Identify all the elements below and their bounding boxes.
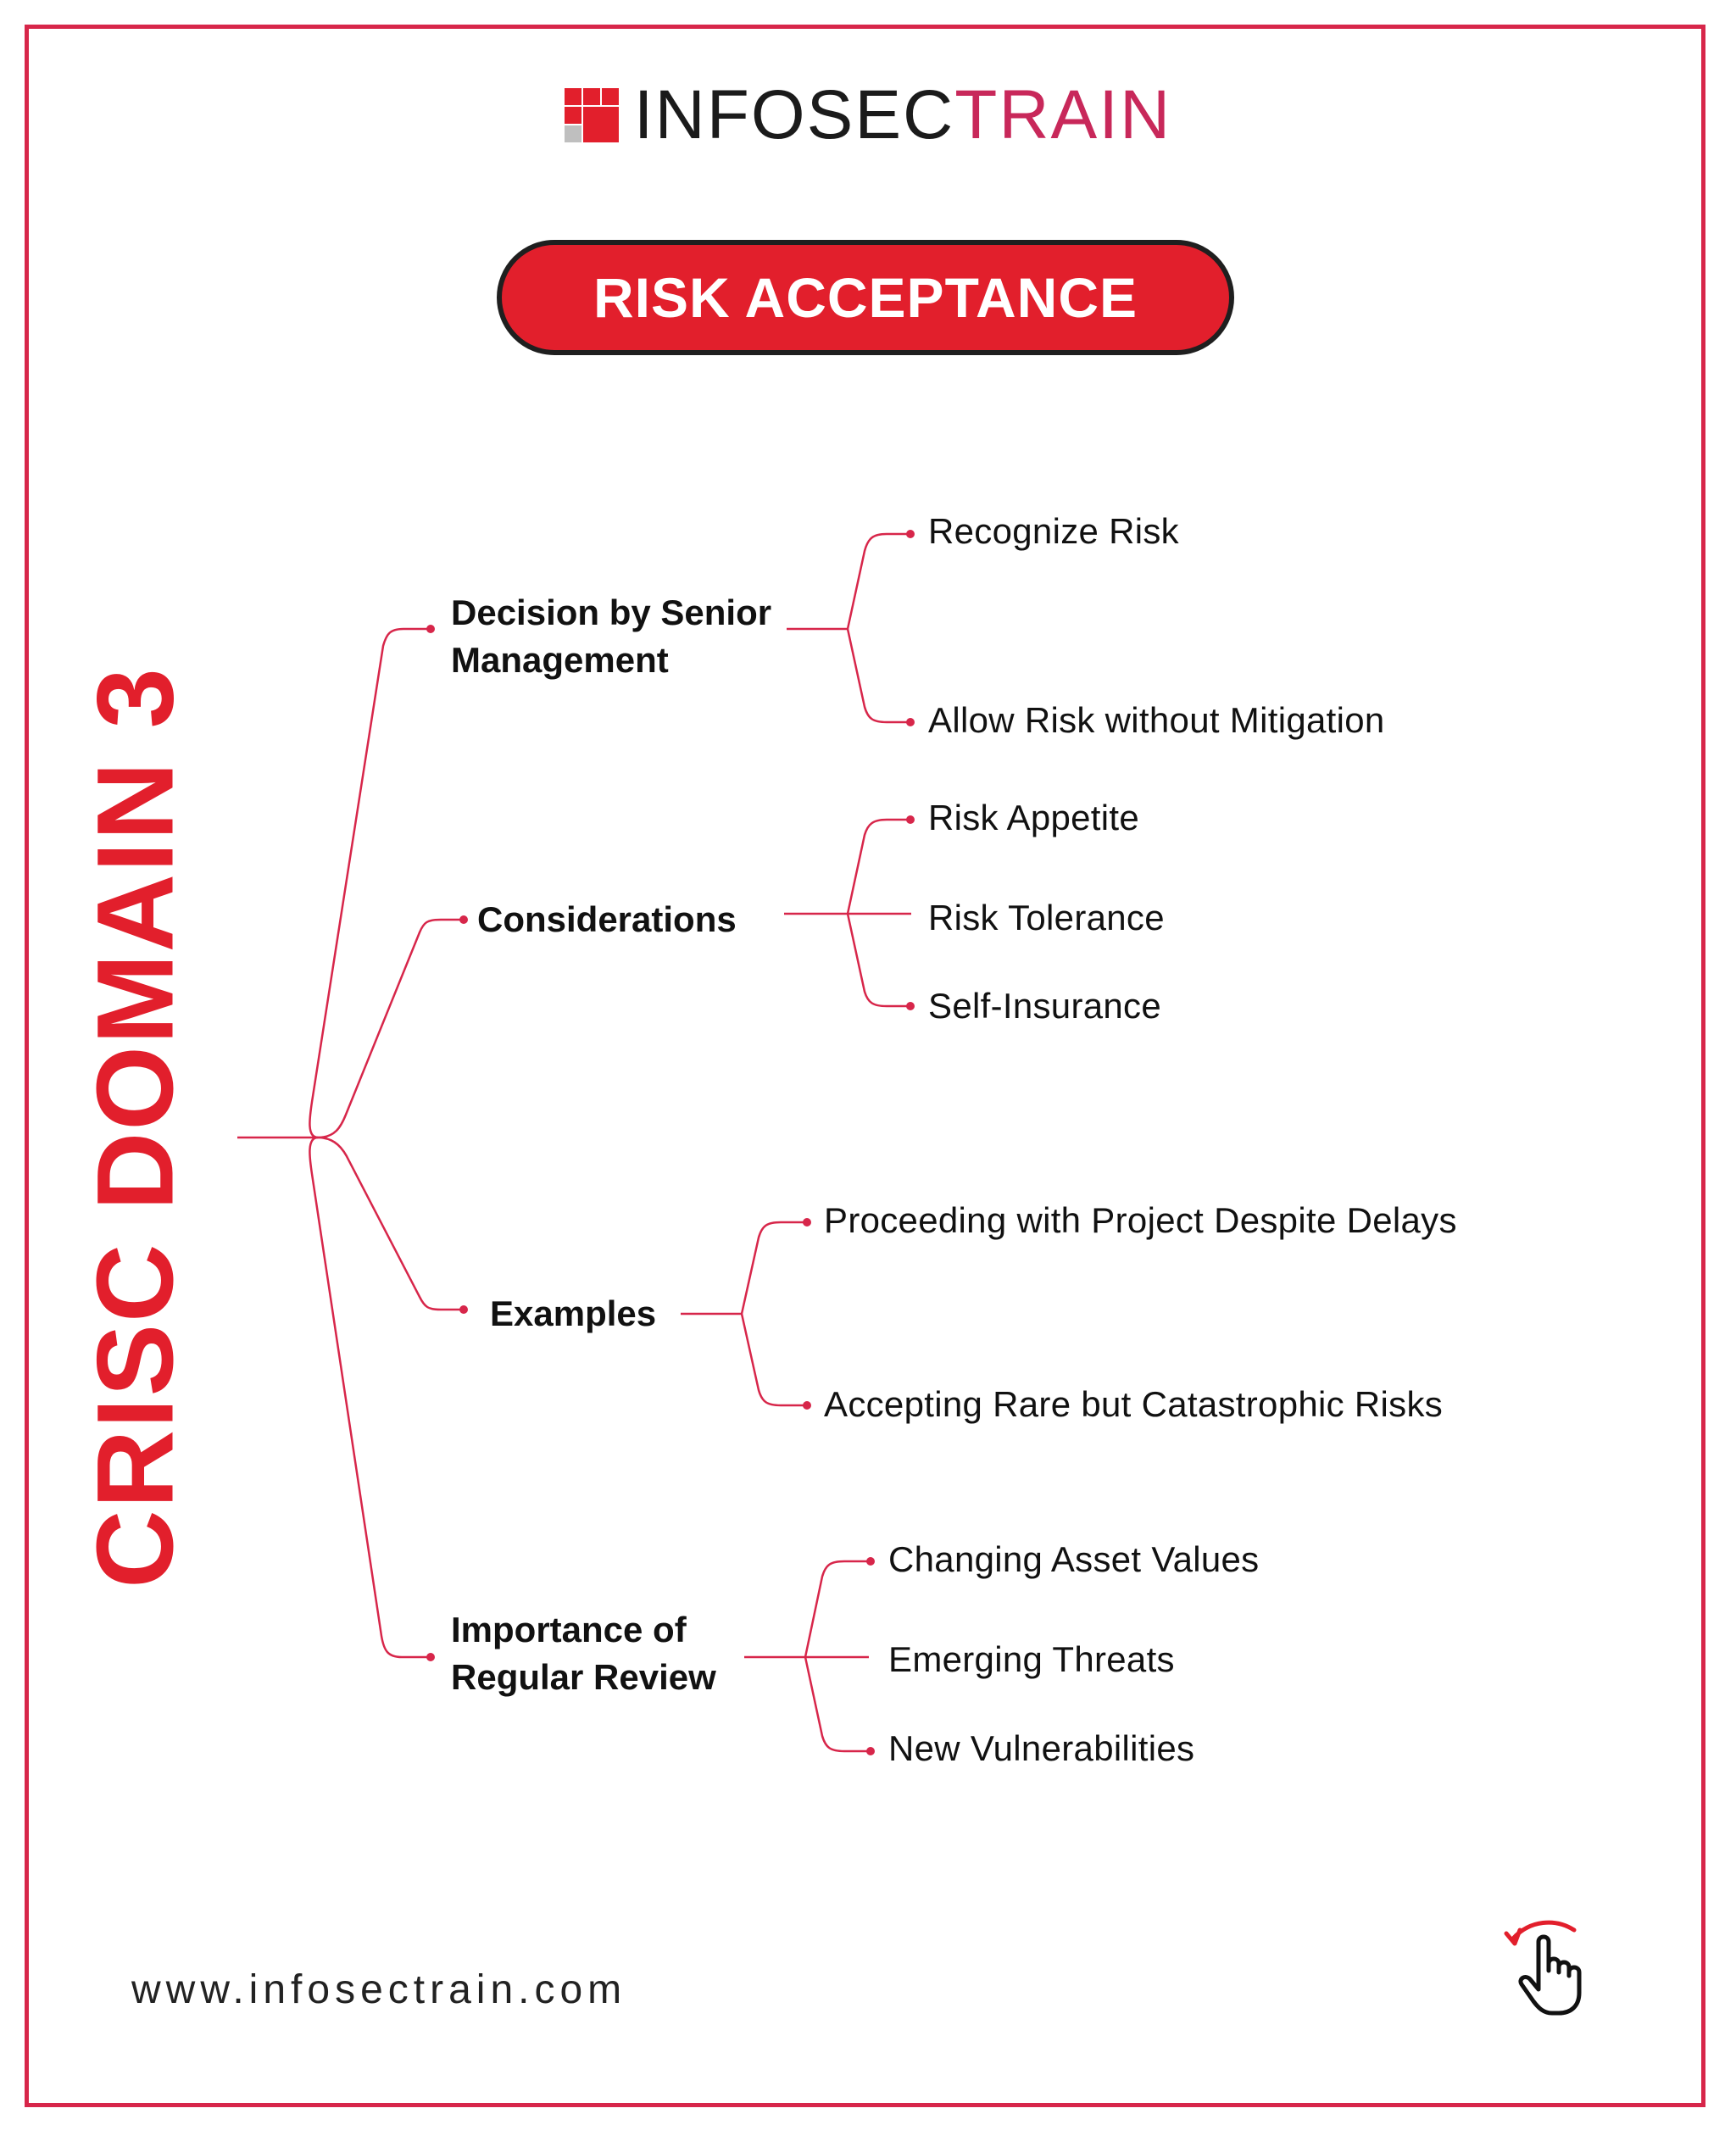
- website-link[interactable]: www.infosectrain.com: [131, 1967, 627, 2012]
- leaf-risk-tolerance: Risk Tolerance: [928, 898, 1165, 937]
- branch-label-line2: Regular Review: [451, 1657, 716, 1697]
- branch-label-line1: Decision by Senior: [451, 592, 772, 632]
- leaf-proceeding-with-project: Proceeding with Project Despite Delays: [824, 1200, 1457, 1240]
- leaf-self-insurance: Self-Insurance: [928, 986, 1162, 1026]
- leaf-allow-risk-without-mitigation: Allow Risk without Mitigation: [928, 700, 1385, 740]
- page-title: RISK ACCEPTANCE: [593, 266, 1138, 329]
- branch-importance-of-regular-review: [451, 1606, 716, 1701]
- branch-label-line1: Examples: [490, 1293, 657, 1333]
- leaf-recognize-risk: Recognize Risk: [928, 511, 1179, 551]
- leaf-emerging-threats: Emerging Threats: [888, 1639, 1175, 1679]
- branch-examples: [490, 1290, 656, 1338]
- leaf-accepting-rare-risks: Accepting Rare but Catastrophic Risks: [824, 1384, 1444, 1424]
- swipe-hand-icon: [1496, 1911, 1606, 2022]
- branch-considerations: [477, 896, 737, 943]
- brand-name-part1: INFOSEC: [633, 76, 955, 153]
- branch-label-line1: Importance of: [451, 1610, 687, 1649]
- leaf-changing-asset-values: Changing Asset Values: [888, 1539, 1260, 1579]
- leaf-new-vulnerabilities: New Vulnerabilities: [888, 1728, 1195, 1768]
- side-title: CRISC DOMAIN 3: [75, 666, 197, 1588]
- branch-label-line2: Management: [451, 640, 669, 680]
- branch-label-line1: Considerations: [477, 899, 737, 939]
- branch-decision-by-senior-management: [451, 589, 771, 684]
- brand-name-part2: TRAIN: [954, 76, 1172, 153]
- leaf-risk-appetite: Risk Appetite: [928, 798, 1140, 837]
